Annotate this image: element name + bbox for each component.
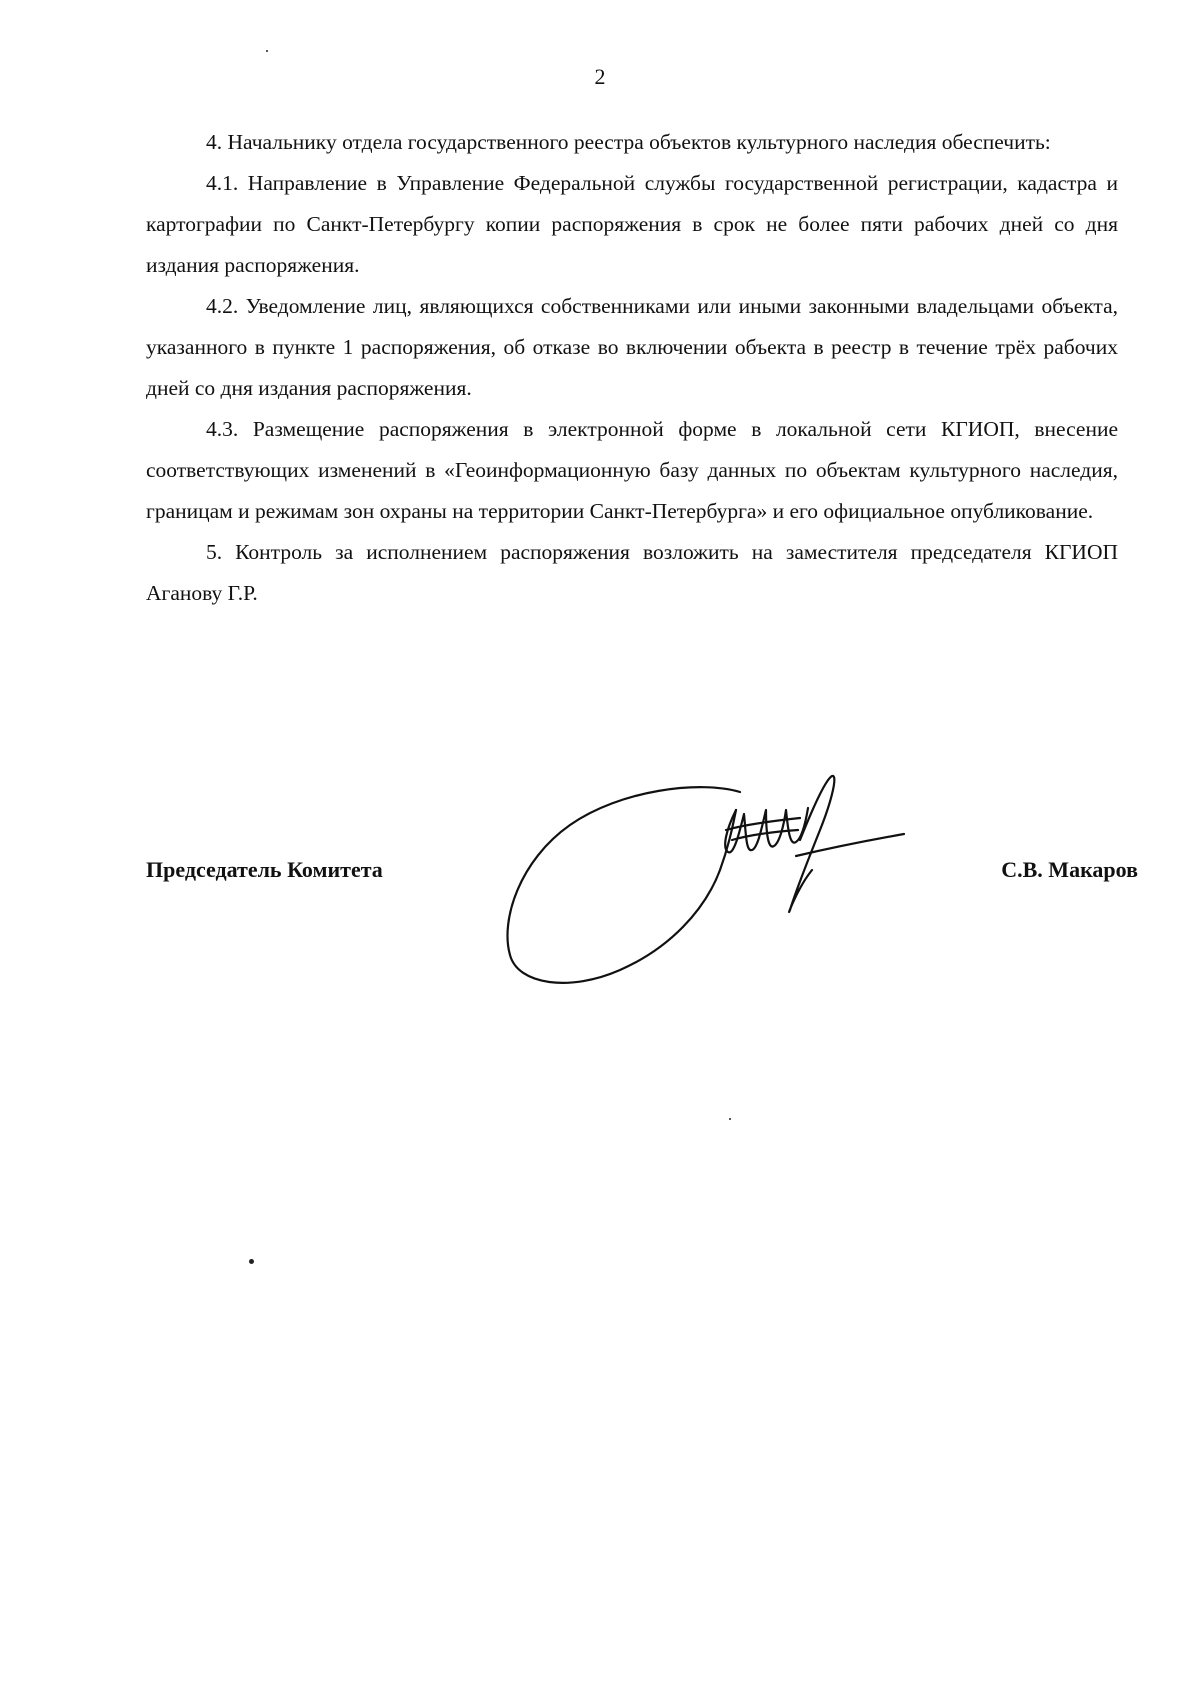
signatory-title: Председатель Комитета — [146, 857, 383, 882]
document-body — [146, 122, 1118, 614]
paragraph-4: 4. Начальнику отдела государственного реестра объектов культурного наследия обеспечить: — [206, 130, 1051, 154]
scan-speck — [249, 1259, 254, 1264]
handwritten-signature — [500, 770, 920, 1000]
paragraph-4-2: 4.2. Уведомление лиц, являющихся собственниками или иными законными владельцами объекта, указанного в пункте 1 распоряжения, об отказе во включении объекта в реестр в течение трёх рабочих дней со дня издания распоряжения. — [146, 294, 1118, 400]
paragraph-5: 5. Контроль за исполнением распоряжения возложить на заместителя председателя КГИОП Аганову Г.Р. — [146, 540, 1118, 605]
signatory-name: С.В. Макаров — [1001, 857, 1138, 882]
paragraph-4-3: 4.3. Размещение распоряжения в электронной форме в локальной сети КГИОП, внесение соответствующих изменений в «Геоинформационную базу данных по объектам культурного наследия, границам и режимам зон охраны на территории Санкт-Петербурга» и его официальное опубликование. — [146, 417, 1118, 523]
paragraph-4-1: 4.1. Направление в Управление Федеральной службы государственной регистрации, кадастра и картографии по Санкт-Петербургу копии распоряжения в срок не более пяти рабочих дней со дня издания распоряжения. — [146, 171, 1118, 277]
page-number: 2 — [594, 64, 606, 89]
scan-speck — [266, 50, 268, 52]
scan-speck — [729, 1118, 731, 1120]
